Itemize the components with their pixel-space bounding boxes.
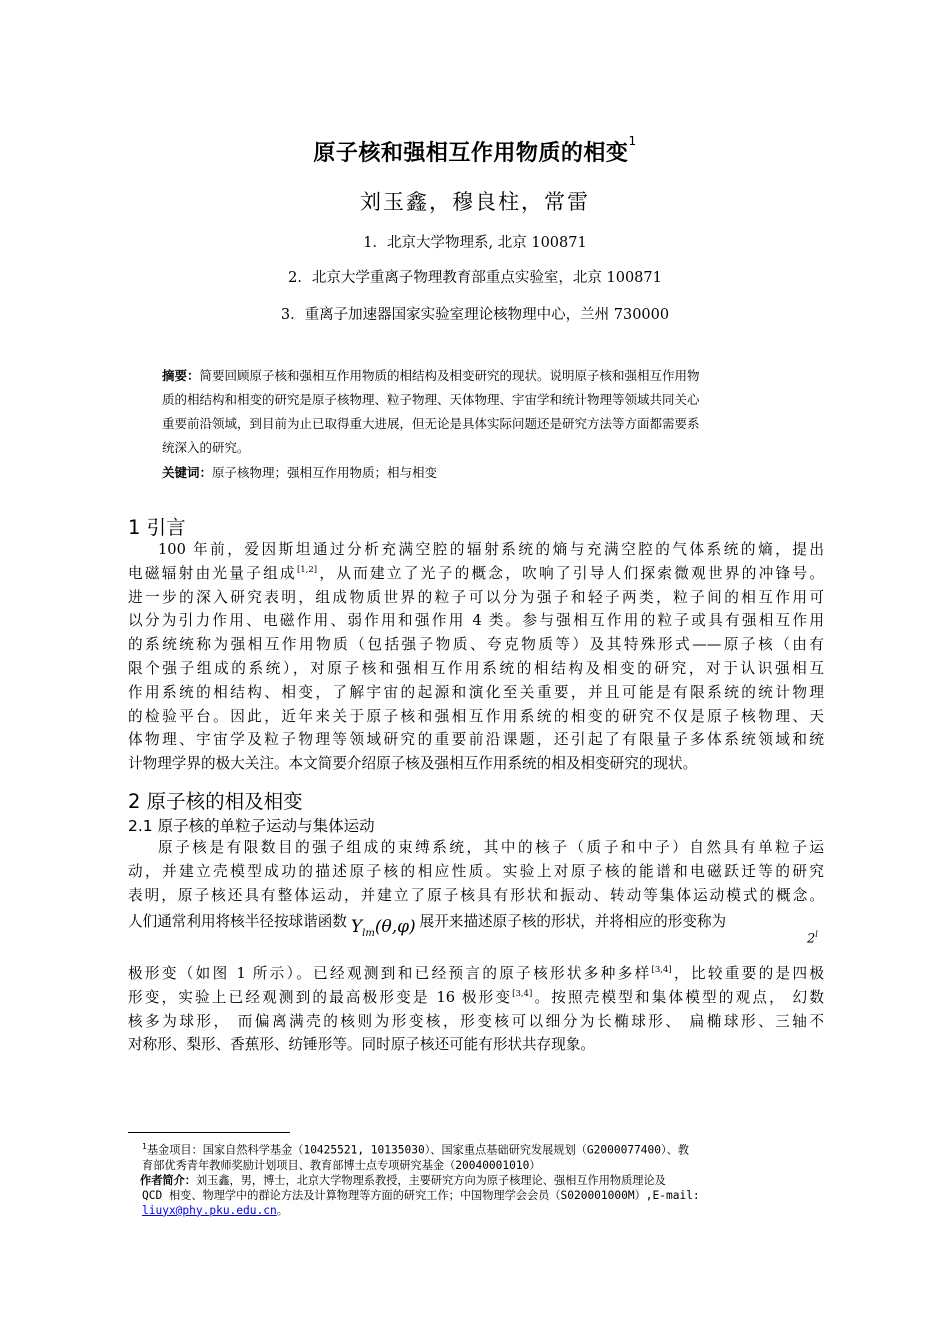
section-2-1-body-top [128,836,824,907]
footnote [142,1139,832,1218]
keywords [162,463,794,481]
body-line: 动，并建立壳模型成功的描述原子核的相应性质。实验上对原子核的能谱和电磁跃迁等的研究 [128,862,824,880]
citation: [3,4] [651,965,672,975]
body-line: 的检验平台。因此，近年来关于原子核和强相互作用系统的相变的研究不仅是原子核物理、天 [128,707,824,725]
body-line: 电磁辐射由光量子组成[1,2]，从而建立了光子的概念，吹响了引导人们探索微观世界的冲锋号。 [128,564,824,582]
section-2-heading: 2 原子核的相及相变 [128,790,303,813]
body-line: 表明，原子核还具有整体运动，并建立了原子核具有形状和振动、转动等集体运动模式的概念。 [128,886,824,904]
abstract-line: 简要回顾原子核和强相互作用物质的相结构及相变研究的现状。说明原子核和强相互作用物 [199,368,700,383]
section-2-1-heading: 2.1 原子核的单粒子运动与集体运动 [128,817,375,835]
email-link[interactable]: liuyx@phy.pku.edu.cn [142,1203,277,1217]
footnote-line: QCD 相变、物理学中的群论方法及计算物理等方面的研究工作；中国物理学会会员（S020001000M）,E-mail: [142,1188,700,1202]
title-footnote-mark: 1 [628,134,637,148]
keywords-label: 关键词： [162,465,213,480]
footnote-line: $^1$基金项目：国家自然科学基金（10425521, 10135030）、国家重点基础研究发展规划（G2000077400）、教 [142,1142,689,1157]
body-line: 作用系统的相结构、相变，了解宇宙的起源和演化至关重要，并且可能是有限系统的统计物理 [128,683,824,701]
title-text: 原子核和强相互作用物质的相变 [313,141,629,166]
author-list: 刘玉鑫，穆良柱，常雷 [360,190,590,214]
section-2-1-body-bottom [128,962,824,1057]
body-line: 限个强子组成的系统），对原子核和强相互作用系统的相结构及相变的研究，对于认识强相互 [128,659,824,677]
body-line: 计物理学界的极大关注。本文简要介绍原子核及强相互作用系统的相及相变研究的现状。 [128,755,698,773]
spherical-harmonic-formula: $Y_{lm}(\theta,\varphi)$ [350,917,416,939]
body-line: 的系统统称为强相互作用物质（包括强子物质、夸克物质等）及其特殊形式——原子核（由有 [128,636,824,654]
body-line: 以分为引力作用、电磁作用、弱作用和强作用 4 类。参与强相互作用的粒子或具有强相互作用 [128,612,824,630]
body-line: 极形变（如图 1 所示）。已经观测到和已经预言的原子核形状多种多样[3,4]，比较重要的是四极 [128,965,824,982]
citation: [1,2] [296,564,318,575]
abstract-line: 重要前沿领域，到目前为止已取得重大进展，但无论是具体实际问题还是研究方法等方面都需要系 [162,416,700,431]
body-line: 进一步的深入研究表明，组成物质世界的粒子可以分为强子和轻子两类，粒子间的相互作用可 [128,588,824,606]
affiliation-3: 3．重离子加速器国家实验室理论核物理中心，兰州 730000 [280,307,670,323]
abstract [162,364,794,460]
affiliation-1: 1．北京大学物理系, 北京 100871 [363,235,587,251]
bio-label: 作者简介： [140,1173,196,1187]
footnote-divider [128,1132,290,1133]
body-line: 原子核是有限数目的强子组成的束缚系统，其中的核子（质子和中子）自然具有单粒子运 [158,839,824,856]
formula-2l: 2$^l$ [807,930,818,947]
footnote-line: liuyx@phy.pku.edu.cn。 [142,1203,288,1217]
section-1-heading: 1 引言 [128,516,186,539]
affiliation-2: 2．北京大学重离子物理教育部重点实验室，北京 100871 [288,270,662,286]
abstract-label: 摘要： [162,368,200,383]
body-line: 对称形、梨形、香蕉形、纺锤形等。同时原子核还可能有形状共存现象。 [128,1036,596,1054]
body-line: 100 年前，爱因斯坦通过分析充满空腔的辐射系统的熵与充满空腔的气体系统的熵，提出 [158,541,824,558]
body-line: 体物理、宇宙学及粒子物理等领域研究的重要前沿课题，还引起了有限量子多体系统领域和统 [128,731,824,749]
abstract-line: 质的相结构和相变的研究是原子核物理、粒子物理、天体物理、宇宙学和统计物理等领域共同关心 [162,392,700,407]
footnote-line: 育部优秀青年教师奖励计划项目、教育部博士点专项研究基金（20040001010） [142,1158,541,1172]
section-1-body [128,538,824,776]
body-line: 核多为球形， 而偏离满壳的核则为形变核，形变核可以细分为长椭球形、 扁椭球形、三轴不 [128,1012,824,1030]
citation: [3,4] [512,988,533,999]
footnote-line: 作者简介：刘玉鑫，男，博士，北京大学物理系教授，主要研究方向为原子核理论、强相互作用物质理论及 [140,1173,666,1187]
paper-title [0,136,950,167]
abstract-line: 统深入的研究。 [162,440,250,455]
formula-line: 人们通常利用将核半径按球谐函数 $Y_{lm}(\theta,\varphi)$ 展开来描述原子核的形状，并将相应的形变称为 [128,910,808,940]
body-line: 形变，实验上已经观测到的最高极形变是 16 极形变[3,4]。按照壳模型和集体模型的观点， 幻数 [128,988,824,1006]
keywords-text: 原子核物理；强相互作用物质；相与相变 [212,465,438,480]
